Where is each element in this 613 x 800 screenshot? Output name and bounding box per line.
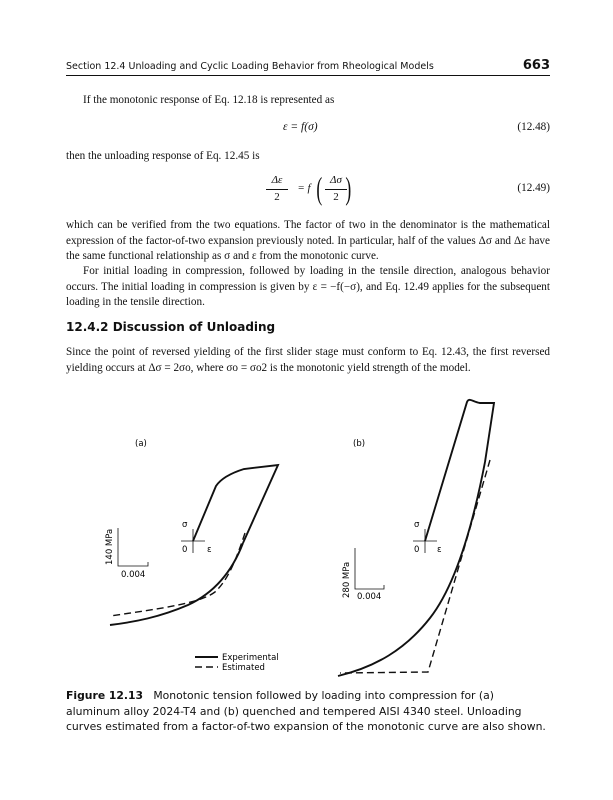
figure-12-13 xyxy=(0,395,613,685)
figure-caption xyxy=(66,688,550,735)
eq-rhs-fraction-bar xyxy=(325,189,347,190)
panel-b-experimental-unloading xyxy=(338,462,485,676)
paragraph-1: If the monotonic response of Eq. 12.18 is represented as xyxy=(83,94,335,106)
eq-lhs-denominator: 2 xyxy=(274,191,280,203)
paragraph-4: For initial loading in compression, followed by loading in the tensile direction, analogous behavior occurs. The initial loading in compression is given by ε = −f(−σ), and Eq. 12.49 applies for the subsequent loading in the tensile direction. xyxy=(66,265,550,309)
panel-a-epsilon-label: ε xyxy=(207,545,212,555)
panel-a-scale-bar xyxy=(118,528,148,566)
eq-lhs-numerator: Δε xyxy=(271,174,283,186)
panel-b-origin-label: 0 xyxy=(414,545,420,555)
panel-b-label: (b) xyxy=(353,439,366,449)
panel-a xyxy=(105,439,278,625)
panel-b-stress-scale: 280 MPa xyxy=(342,561,352,598)
panel-b-sigma-label: σ xyxy=(414,520,420,530)
panel-b xyxy=(338,400,494,676)
paragraph-2: then the unloading response of Eq. 12.45 is xyxy=(66,150,260,162)
panel-a-strain-scale: 0.004 xyxy=(121,570,146,580)
header-rule xyxy=(66,75,550,76)
paragraph-3: which can be verified from the two equations. The factor of two in the denominator is the mathematical expression of the factor-of-two expansion previously noted. In particular, half of the values Δσ and Δε have the same functional relationship as σ and ε from the monotonic curve. xyxy=(66,219,550,263)
paragraph-5: Since the point of reversed yielding of the first slider stage must conform to Eq. 12.43, the first reversed yielding occurs at Δσ = 2σo, where σo = σo2 is the monotonic yield strength of the model. xyxy=(66,346,550,374)
panel-a-origin-label: 0 xyxy=(182,545,188,555)
eq-right-paren: ) xyxy=(345,170,352,206)
section-heading: 12.4.2 Discussion of Unloading xyxy=(66,320,276,334)
running-header xyxy=(66,58,550,76)
panel-b-estimated-curve xyxy=(340,460,490,673)
eq-lhs-fraction-bar xyxy=(266,189,288,190)
equation-12-48: ε = f(σ) xyxy=(283,121,318,133)
panel-a-experimental-monotonic xyxy=(193,465,278,543)
equation-number-12-48: (12.48) xyxy=(517,121,550,133)
page-number: 663 xyxy=(522,58,550,73)
figure-caption-text: Monotonic tension followed by loading into compression for (a) aluminum alloy 2024-T4 and (b) quenched and tempered AISI 4340 steel. Unloading curves estimated from a factor-of-two expansion of the monotonic curve are also shown. xyxy=(66,689,546,733)
legend-experimental-label: Experimental xyxy=(222,653,279,663)
header-section-title: Section 12.4 Unloading and Cyclic Loading Behavior from Rheological Models xyxy=(66,61,434,72)
panel-b-strain-scale: 0.004 xyxy=(357,592,382,602)
eq-equals-f: = f xyxy=(297,182,311,194)
figure-caption-label: Figure 12.13 xyxy=(66,689,144,702)
eq-rhs-numerator: Δσ xyxy=(330,174,342,186)
legend-estimated-label: Estimated xyxy=(222,663,265,673)
eq-rhs-denominator: 2 xyxy=(333,191,339,203)
figure-legend xyxy=(195,653,279,673)
equation-number-12-49: (12.49) xyxy=(517,182,550,194)
eq-left-paren: ( xyxy=(316,170,323,206)
panel-b-epsilon-label: ε xyxy=(437,545,442,555)
panel-a-stress-scale: 140 MPa xyxy=(105,528,115,565)
panel-a-label: (a) xyxy=(135,439,147,449)
panel-a-sigma-label: σ xyxy=(182,520,188,530)
panel-b-scale-bar xyxy=(355,548,384,589)
